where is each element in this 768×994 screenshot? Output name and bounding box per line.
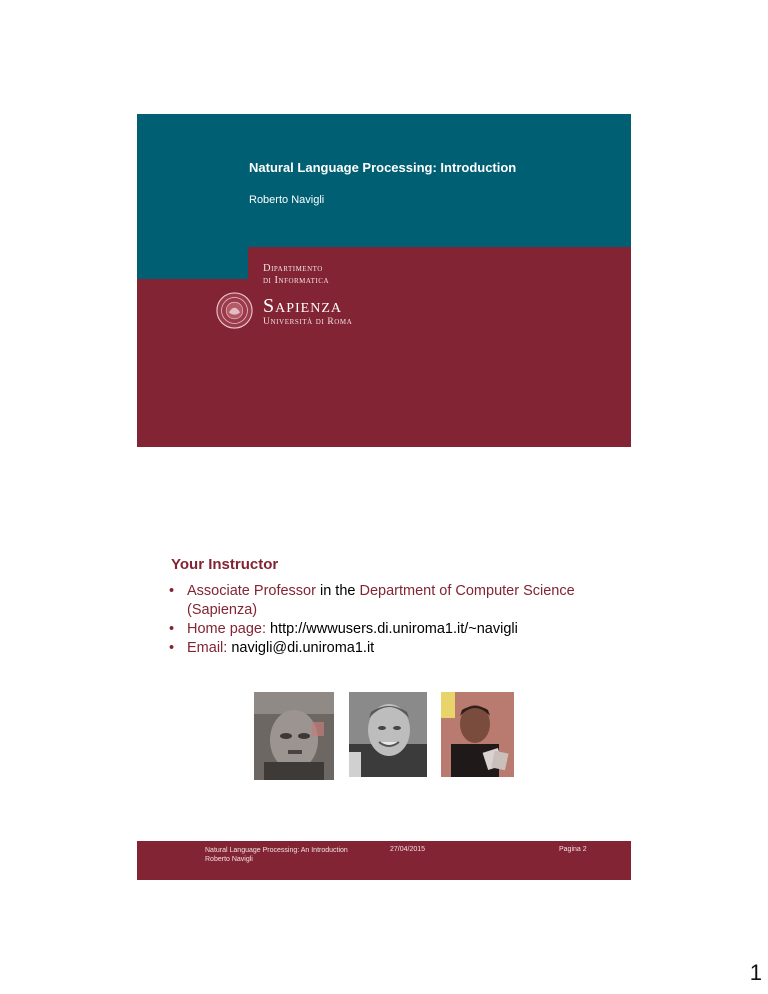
teal-header-band	[137, 114, 631, 247]
connector-text: in the	[315, 583, 360, 599]
page-number: 1	[749, 960, 762, 985]
slide-title: Natural Language Processing: Introduction	[249, 160, 517, 175]
homepage-link[interactable]: http://wwwusers.di.uniroma1.it/~navigli	[266, 621, 518, 637]
teal-corner-block	[137, 247, 248, 279]
footer-date: 27/04/2015	[390, 846, 426, 853]
bullet-icon: •	[169, 583, 175, 599]
department-line-1: Dipartimento	[263, 263, 323, 274]
list-item	[169, 620, 609, 639]
footer-page: Pagina 2	[559, 846, 587, 853]
footer-course: Natural Language Processing: An Introduction	[205, 847, 348, 854]
bullet-icon: •	[169, 640, 175, 656]
bullet-icon: •	[169, 621, 175, 637]
bullet-list	[169, 582, 609, 658]
email-label: Email:	[187, 640, 228, 656]
footer-author: Roberto Navigli	[205, 856, 253, 863]
homepage-label: Home page:	[187, 621, 266, 637]
instructor-slide	[137, 547, 631, 880]
slide-footer	[137, 841, 631, 880]
slide-author: Roberto Navigli	[249, 194, 325, 206]
list-item	[169, 582, 609, 620]
department-text: Department of Computer Science (Sapienza)	[187, 583, 575, 618]
instructor-photo-3	[441, 692, 514, 777]
department-line-2: di Informatica	[263, 275, 330, 286]
instructor-photo-1	[254, 692, 334, 780]
title-slide	[137, 114, 631, 447]
instructor-photo-2	[349, 692, 427, 777]
sapienza-seal-icon	[216, 292, 253, 329]
department-label	[263, 263, 329, 287]
logo-wordmark: Sapienza	[263, 295, 343, 317]
slide-heading: Your Instructor	[171, 556, 279, 573]
role-text: Associate Professor	[187, 583, 316, 599]
list-item	[169, 639, 609, 658]
logo-subtitle: Università di Roma	[263, 317, 353, 327]
email-link[interactable]: navigli@di.uniroma1.it	[227, 640, 375, 656]
footer-title	[205, 846, 348, 864]
